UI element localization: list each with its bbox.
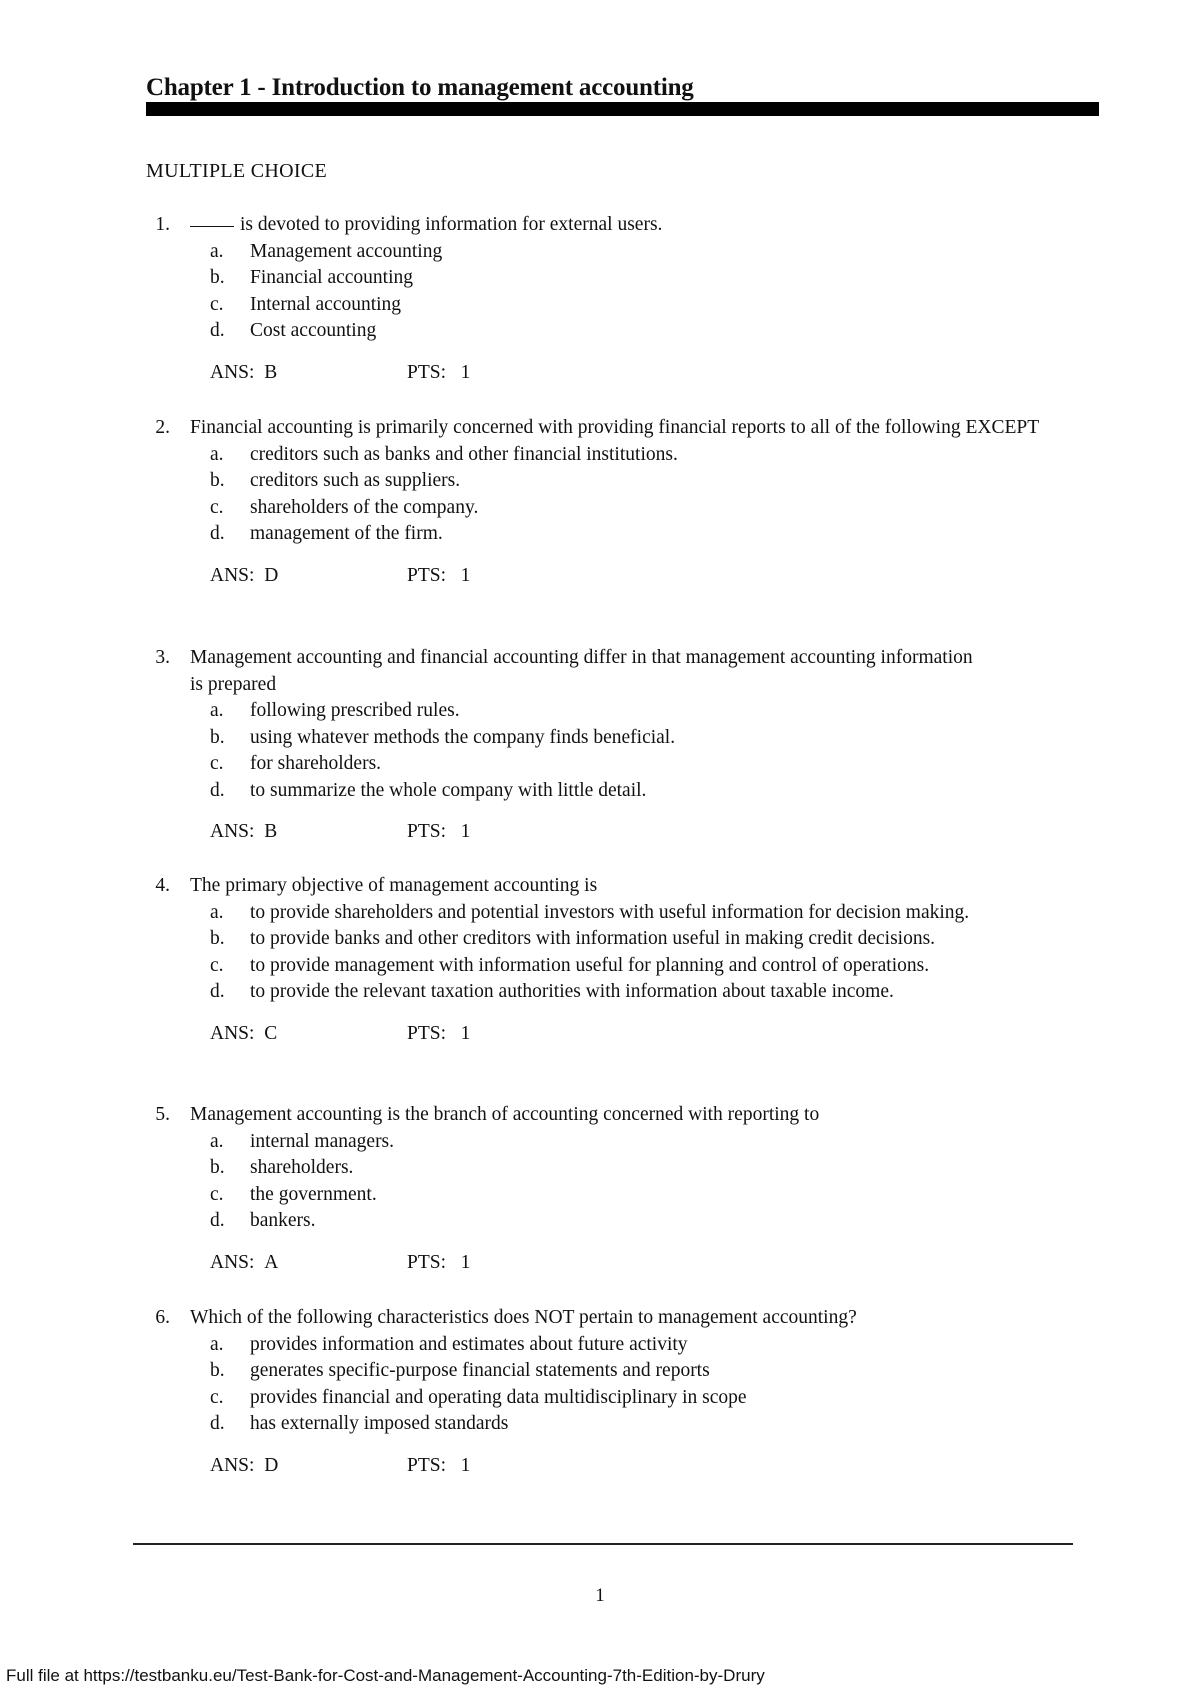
- section-heading: MULTIPLE CHOICE: [146, 160, 327, 182]
- option-b: b. to provide banks and other creditors with information useful in making credit decisions.: [210, 928, 936, 949]
- points: PTS: 1: [407, 1251, 471, 1273]
- option-b: b. creditors such as suppliers.: [210, 470, 461, 491]
- option-c: c. Internal accounting: [210, 293, 402, 315]
- answer: ANS: B: [210, 821, 278, 842]
- question-text: Which of the following characteristics does NOT pertain to management accounting?: [190, 1307, 857, 1328]
- question-number: 6.: [155, 1307, 170, 1328]
- question-2: [155, 415, 1100, 589]
- option-b: b. using whatever methods the company finds beneficial.: [210, 726, 676, 748]
- option-d: d. has externally imposed standards: [210, 1413, 509, 1434]
- answer: ANS: B: [210, 361, 278, 383]
- option-c: c. the government.: [210, 1183, 377, 1205]
- option-d: d. bankers.: [210, 1210, 316, 1231]
- option-list: [210, 442, 1100, 548]
- title-rule: [146, 102, 1099, 116]
- option-d: d. Cost accounting: [210, 320, 377, 341]
- question-number: 4.: [155, 875, 170, 896]
- question-3: [155, 645, 1100, 846]
- option-a: a. Management accounting: [210, 240, 443, 262]
- question-6: [155, 1305, 1100, 1479]
- question-1: [155, 212, 1100, 386]
- points: PTS: 1: [407, 1454, 471, 1476]
- question-number: 2.: [155, 417, 170, 438]
- option-a: a. to provide shareholders and potential investors with useful information for decision making.: [210, 901, 970, 923]
- question-number: 3.: [155, 647, 170, 668]
- points: PTS: 1: [407, 1022, 471, 1044]
- option-list: [210, 239, 1100, 345]
- question-4: [155, 873, 1100, 1047]
- answer: ANS: C: [210, 1022, 278, 1044]
- option-d: d. to summarize the whole company with little detail.: [210, 779, 647, 801]
- question-number: 1.: [155, 214, 170, 235]
- answer-blank: [190, 226, 234, 227]
- option-a: a. internal managers.: [210, 1130, 395, 1152]
- page-title: Chapter 1 - Introduction to management accounting: [146, 74, 694, 101]
- answer-line: [210, 563, 1100, 590]
- option-c: c. provides financial and operating data multidisciplinary in scope: [210, 1386, 747, 1408]
- footer-rule: [133, 1543, 1073, 1545]
- question-text: Financial accounting is primarily concerned with providing financial reports to all of the following EXCEPT: [190, 417, 1040, 438]
- question-5: [155, 1102, 1100, 1276]
- option-list: [210, 698, 1100, 804]
- answer: ANS: A: [210, 1251, 279, 1273]
- answer-line: [210, 1250, 1100, 1277]
- answer: ANS: D: [210, 564, 279, 586]
- answer-line: [210, 1021, 1100, 1048]
- question-text: is devoted to providing information for external users.: [190, 212, 1100, 239]
- option-d: d. to provide the relevant taxation authorities with information about taxable income.: [210, 981, 894, 1002]
- points: PTS: 1: [407, 564, 471, 586]
- option-a: a. following prescribed rules.: [210, 700, 460, 721]
- question-text: Management accounting and financial accounting differ in that management accounting information is prepared: [190, 647, 973, 695]
- option-list: [210, 1129, 1100, 1235]
- option-c: c. shareholders of the company.: [210, 496, 479, 518]
- option-d: d. management of the firm.: [210, 523, 443, 544]
- answer-line: [210, 360, 1100, 387]
- question-text: The primary objective of management accounting is: [190, 875, 598, 896]
- option-b: b. Financial accounting: [210, 267, 413, 288]
- answer-line: [210, 1453, 1100, 1480]
- option-c: c. to provide management with information useful for planning and control of operations.: [210, 954, 930, 976]
- option-b: b. generates specific-purpose financial statements and reports: [210, 1360, 710, 1381]
- option-list: [210, 1332, 1100, 1438]
- points: PTS: 1: [407, 821, 471, 842]
- answer-line: [210, 819, 1100, 846]
- option-b: b. shareholders.: [210, 1157, 354, 1178]
- option-list: [210, 900, 1100, 1006]
- question-text: Management accounting is the branch of accounting concerned with reporting to: [190, 1104, 820, 1125]
- answer: ANS: D: [210, 1454, 279, 1476]
- points: PTS: 1: [407, 361, 471, 383]
- option-a: a. creditors such as banks and other financial institutions.: [210, 443, 678, 465]
- page-number: 1: [595, 1585, 605, 1606]
- option-a: a. provides information and estimates about future activity: [210, 1333, 688, 1355]
- option-c: c. for shareholders.: [210, 753, 382, 774]
- full-file-link[interactable]: Full file at https://testbanku.eu/Test-Bank-for-Cost-and-Management-Accounting-7th-Edition-by-Drury: [6, 1666, 765, 1685]
- question-number: 5.: [155, 1104, 170, 1125]
